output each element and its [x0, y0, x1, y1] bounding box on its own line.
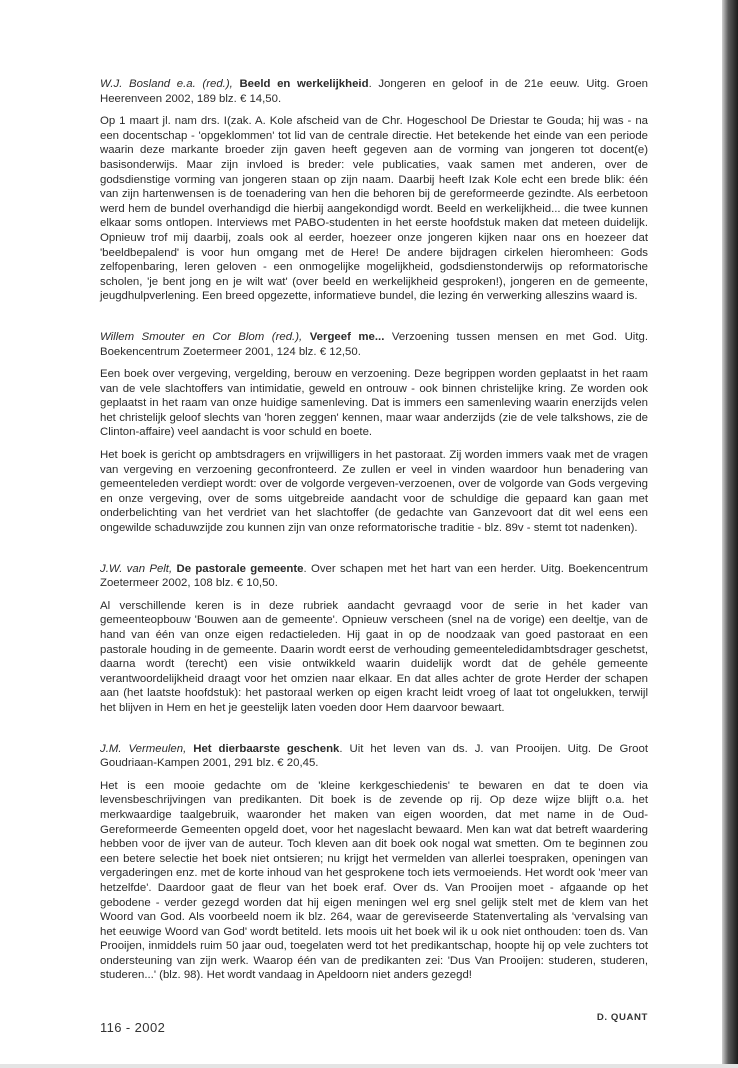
review-publication: . Jongeren en geloof in de 21e eeuw. Uitg. Groen Heerenveen 2002, 189 blz. € 14,50. [100, 78, 648, 105]
review-title: Vergeef me... [309, 330, 385, 343]
review-paragraph: Al verschillende keren is in deze rubriek aandacht gevraagd voor de serie in het kader van gemeenteopbouw 'Bouwen aan de gemeente'. Opnieuw verscheen (snel na de vorige) een deeltje, van de hand van één van onze eigen redactieleden. Hij gaat in op de noodzaak van goed pastoraat en een pastorale houding in de gemeente. Daarin wordt eerst de verhouding gemeenteledidambtsdrager geschetst, daarna wordt (terecht) een visie ontwikkeld waarin duidelijk wordt dat de gehéle gemeente verantwoordelijkheid draagt voor het omzien naar elkaar. En dat alles achter de grote Herder der schapen aan (het laatste hoofdstuk): het pastoraal werken op eigen kracht leidt vroeg of laat tot ongelukken, terwijl het blijven in Hem en het je geestelijk laten voeden door Hem daarvoor bewaart. [100, 599, 648, 714]
review-author: J.W. van Pelt, [100, 562, 173, 575]
review-heading [100, 77, 648, 106]
review-author: J.M. Vermeulen, [100, 742, 187, 755]
review-paragraph: Het boek is gericht op ambtsdragers en vrijwilligers in het pastoraat. Zij worden immers vaak met de vragen van vergeving en verzoening geconfronteerd. Ze zullen er veel in vinden waardoor hun benadering van gemeenteleden verdiept wordt: over de volgorde vergeven-verzoenen, over de volgorde van Gods vergeving en onze vergeving, over de soms uitgebreide aandacht voor de schuldige die gepaard kan gaan met onderbelichting van het verdriet van het slachtoffer (de gedachte van Ganzevoort dat dit wel eens een ongewilde schaduwzijde zou kunnen zijn van onze reformatorische traditie - blz. 89v - stemt tot nadenken). [100, 449, 648, 535]
review-vermeulen [100, 742, 648, 984]
review-heading [100, 562, 648, 591]
review-heading [100, 742, 648, 771]
scan-border-right [722, 0, 738, 1068]
review-smouter-blom [100, 330, 648, 536]
review-van-pelt [100, 562, 648, 716]
review-bosland [100, 77, 648, 304]
review-author: W.J. Bosland e.a. (red.), [100, 78, 233, 90]
review-title: Het dierbaarste geschenk [193, 742, 340, 755]
review-paragraph: Op 1 maart jl. nam drs. I(zak. A. Kole afscheid van de Chr. Hogeschool De Driestar te Gouda; hij was - na een docentschap - 'opgeklommen' tot lid van de centrale directie. Het betekende het einde van een periode waarin deze markante broeder zijn gaven heeft gegeven aan de vorming van jongeren tot docent(e) basisonderwijs. Maar zijn invloed is breder: vele publicaties, vaak samen met anderen, over de godsdienstige vorming van jongeren staan op zijn naam. Daarbij heeft Izak Kole echt een brede blik: één van zijn hartenwensen is de toenadering van hen die behoren bij de gereformeerde gezindte. Als eerbetoon werd hem de bundel overhandigd die hierbij aangekondigd wordt. Beeld en werkelijkheid... die twee kunnen elkaar soms ontlopen. Interviews met PABO-studenten in het eerste hoofdstuk maken dat meteen duidelijk. Opnieuw trof mij daarbij, zoals ook al eerder, hoezeer onze jongeren kijken naar ons en hoezeer dat 'beeldbepalend' is voor hun omgang met de Here! De andere bijdragen cirkelen hieromheen: Gods zelfopenbaring, leren geloven - een onmogelijke mogelijkheid, godsdienstonderwijs op reformatorische scholen, 'je bent jong en je wilt wat' (over beeld en werkelijkheid gesproken!), jongeren en de gemeente, jeugdhulpverlening. Een breed opgezette, informatieve bundel, die lezing én verwerking alleszins waard is. [100, 115, 648, 303]
page-body [100, 77, 648, 1009]
review-publication: . Over schapen met het hart van een herder. Uitg. Boekencentrum Zoetermeer 2002, 108 blz. € 10,50. [100, 562, 649, 590]
review-heading [100, 330, 648, 359]
page-number: 116 - 2002 [100, 1020, 166, 1035]
review-title: De pastorale gemeente [176, 562, 304, 575]
review-publication: . Uit het leven van ds. J. van Prooijen. Uitg. De Groot Goudriaan-Kampen 2001, 291 blz. € 20,45. [100, 742, 648, 770]
review-publication: Verzoening tussen mensen en met God. Uitg. Boekencentrum Zoetermeer 2001, 124 blz. € 12,50. [100, 330, 648, 358]
review-paragraph: Het is een mooie gedachte om de 'kleine kerkgeschiedenis' te bewaren en dat te doen via levensbeschrijvingen van predikanten. Dit boek is de zevende op rij. Op deze wijze blijft o.a. het merkwaardige taalgebruik, waaronder het maken van eigen woorden, dat met name in de Oud-Gereformeerde Gemeenten opgeld doet, voor het nageslacht bewaard. Men kan wat dat betreft waardering hebben voor de ijver van de auteur. Toch kleven aan dit boek ook nogal wat smetten. Om te beginnen zou een betere selectie het boek niet ontsieren; nu krijgt het vermelden van allerlei toespraken, openingen van vergaderingen enz. met de korte inhoud van het gesprokene toch iets vermoeiends. Het wordt ook 'meer van hetzelfde'. Daardoor gaat de fleur van het boek eraf. Over ds. Van Prooijen moet - afgaande op het gebodene - verder gezegd worden dat hij eigen meningen wel erg snel gelijk stelt met de klem van het Woord van God. Als voorbeeld noem ik blz. 264, waar de gereviseerde Statenvertaling als 'vervalsing van het eeuwige Woord van God' wordt betiteld. Iets moois uit het boek wil ik u ook niet onthouden: toen ds. Van Prooijen, inmiddels ruim 50 jaar oud, toegelaten werd tot het predikantschap, hoopte hij op vele zuchters tot ondersteuning van zijn werk. Waarop één van de predikanten zei: 'Dus Van Prooijen: studeren, studeren, studeren...' (blz. 98). Het wordt vandaag in Apeldoorn niet anders gezegd! [100, 779, 648, 982]
review-author: Willem Smouter en Cor Blom (red.), [100, 330, 303, 343]
scan-border-bottom [0, 1064, 738, 1068]
review-paragraph: Een boek over vergeving, vergelding, berouw en verzoening. Deze begrippen worden geplaatst in het raam van de vele slachtoffers van intimidatie, geweld en ontrouw - ook binnen christelijke kring. Ze worden ook geplaatst in het raam van onze huidige samenleving. Dat is immers een samenleving waarin enerzijds velen het christelijk geloof slechts van 'horen zeggen' kennen, maar waar anderzijds (zie de vele talkshows, zie de Clinton-affaire) veel aandacht is voor schuld en boete. [100, 368, 648, 439]
review-title: Beeld en werkelijkheid [239, 78, 369, 90]
reviewer-signature: D. QUANT [596, 1012, 648, 1023]
